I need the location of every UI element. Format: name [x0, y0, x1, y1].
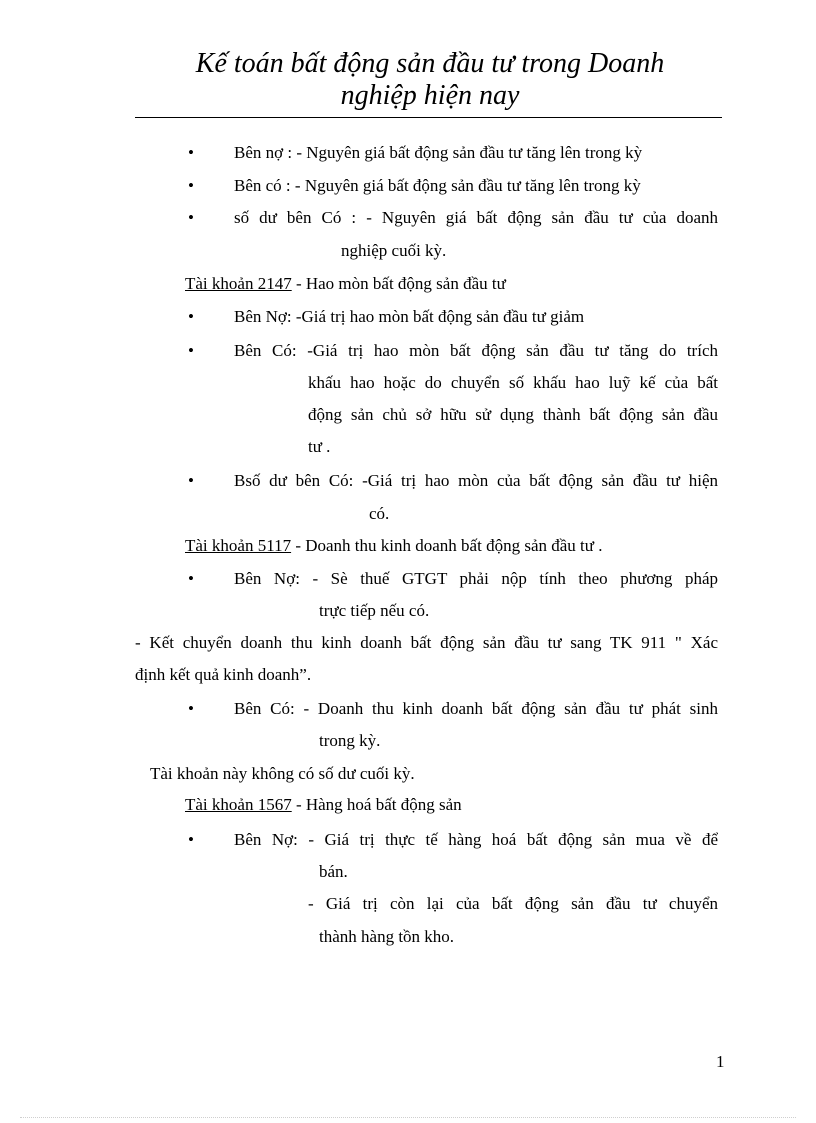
s1-item-so-du-line2: nghiệp cuối kỳ.	[341, 241, 447, 260]
s1-item-ben-co: Bên có : - Nguyên giá bất động sản đầu tư tăng lên trong kỳ	[234, 176, 641, 195]
bullet-icon: •	[188, 208, 194, 227]
acc5117-paragraph-line1: - Kết chuyển doanh thu kinh doanh bất động sản đầu tư sang TK 911 " Xác	[135, 633, 718, 652]
account-5117-heading	[185, 530, 602, 562]
page-number: 1	[716, 1052, 725, 1071]
account-1567-code: Tài khoản 1567	[185, 795, 292, 814]
acc1567-ben-no-line3: - Giá trị còn lại của bất động sản đầu tư chuyển	[308, 894, 718, 913]
acc5117-paragraph-line2: định kết quả kinh doanh”.	[135, 665, 312, 684]
acc2147-so-du-line1: Bsố dư bên Có: -Giá trị hao mòn của bất động sản đầu tư hiện	[234, 471, 718, 490]
s1-item-ben-no: Bên nợ : - Nguyên giá bất động sản đầu tư tăng lên trong kỳ	[234, 143, 643, 162]
document-title	[130, 48, 730, 112]
acc5117-ben-co-line1: Bên Có: - Doanh thu kinh doanh bất động sản đầu tư phát sinh	[234, 699, 718, 718]
bullet-icon: •	[188, 307, 194, 326]
account-2147-desc: - Hao mòn bất động sản đầu tư	[291, 274, 506, 293]
acc2147-ben-co-line2: khấu hao hoặc do chuyển số khấu hao luỹ kế của bất	[308, 373, 718, 392]
acc5117-note: Tài khoản này không có số dư cuối kỳ.	[150, 764, 415, 783]
account-1567-heading	[185, 789, 462, 821]
bullet-icon: •	[188, 341, 194, 360]
acc2147-so-du-line2: có.	[369, 504, 390, 523]
account-1567-desc: - Hàng hoá bất động sản	[291, 795, 462, 814]
acc2147-ben-co-line4: tư .	[308, 437, 331, 456]
acc5117-ben-no-line1: Bên Nợ: - Sè thuế GTGT phải nộp tính theo phương pháp	[234, 569, 718, 588]
acc2147-ben-co-line3: động sản chủ sở hữu sử dụng thành bất động sản đầu	[308, 405, 718, 424]
account-5117-code: Tài khoản 5117	[185, 536, 292, 555]
acc1567-ben-no-line1: Bên Nợ: - Giá trị thực tế hàng hoá bất động sản mua về để	[234, 830, 718, 849]
acc2147-ben-no: Bên Nợ: -Giá trị hao mòn bất động sản đầu tư giảm	[234, 307, 585, 326]
bullet-icon: •	[188, 471, 194, 490]
bullet-icon: •	[188, 569, 194, 588]
acc1567-ben-no-line2: bán.	[319, 862, 348, 881]
page-bottom-dotted-border	[20, 1117, 796, 1118]
account-2147-code: Tài khoản 2147	[185, 274, 292, 293]
account-2147-heading	[185, 268, 506, 300]
title-underline-rule	[135, 117, 722, 118]
acc2147-ben-co-line1: Bên Có: -Giá trị hao mòn bất động sản đầu tư tăng do trích	[234, 341, 718, 360]
acc5117-ben-no-line2: trực tiếp nếu có.	[319, 601, 430, 620]
bullet-icon: •	[188, 699, 194, 718]
acc5117-ben-co-line2: trong kỳ.	[319, 731, 381, 750]
acc1567-ben-no-line4: thành hàng tồn kho.	[319, 927, 455, 946]
title-line-2: nghiệp hiện nay	[340, 80, 520, 111]
bullet-icon: •	[188, 143, 194, 162]
title-line-1: Kế toán bất động sản đầu tư trong Doanh	[195, 48, 665, 79]
s1-item-so-du-line1: số dư bên Có : - Nguyên giá bất động sản đầu tư của doanh	[234, 208, 718, 227]
bullet-icon: •	[188, 830, 194, 849]
bullet-icon: •	[188, 176, 194, 195]
account-5117-desc: - Doanh thu kinh doanh bất động sản đầu tư .	[291, 536, 603, 555]
